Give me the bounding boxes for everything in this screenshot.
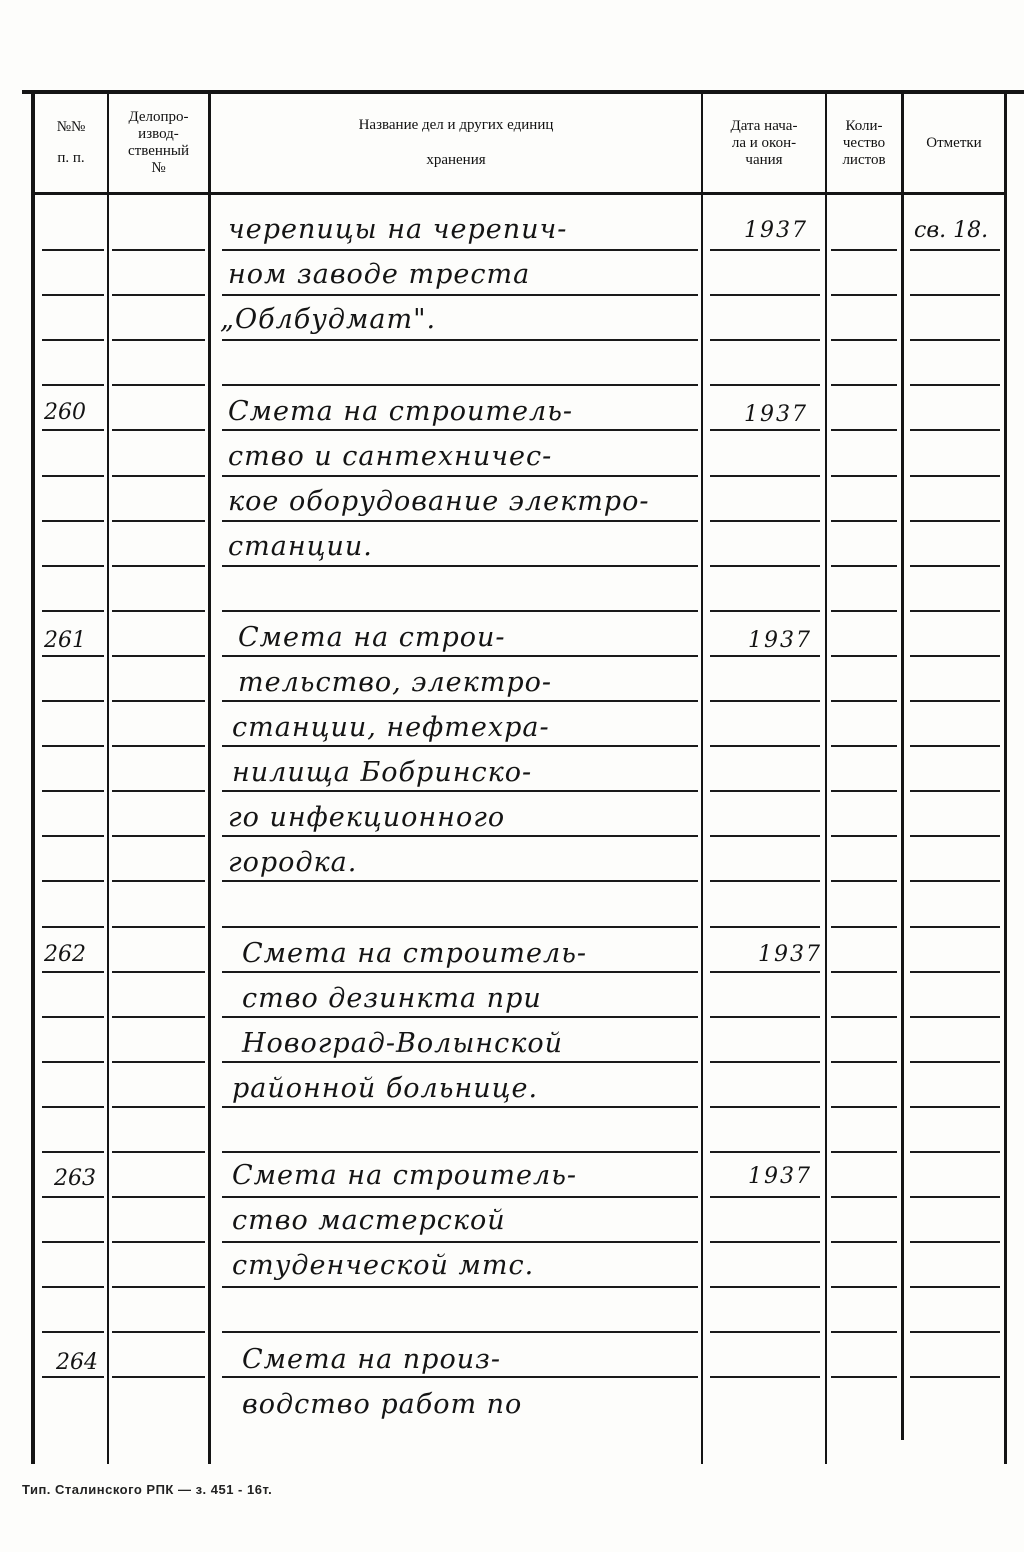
entry-title-line: ном заводе треста [228, 259, 531, 290]
ruled-line [910, 339, 1000, 341]
ruled-line [910, 249, 1000, 251]
ruled-line [112, 339, 205, 341]
ruled-line [42, 294, 104, 296]
ruled-line [910, 1241, 1000, 1243]
entry-title-line: ство и сантехничес- [228, 441, 553, 472]
entry-title-line: тельство, электро- [238, 667, 553, 698]
ruled-line [112, 700, 205, 702]
ruled-line [910, 429, 1000, 431]
ruled-line [222, 249, 698, 251]
ruled-line [112, 1061, 205, 1063]
ruled-line [710, 1331, 820, 1333]
ruled-line [112, 745, 205, 747]
entry-note: св. 18. [914, 218, 989, 243]
ruled-line [831, 1331, 897, 1333]
ruled-line [112, 1196, 205, 1198]
ruled-line [42, 339, 104, 341]
ruled-line [831, 1151, 897, 1153]
entry-title-line: станции. [228, 531, 373, 562]
ruled-line [112, 520, 205, 522]
ruled-line [222, 1061, 698, 1063]
ruled-line [831, 1196, 897, 1198]
ruled-line [710, 1106, 820, 1108]
entry-title-line: Смета на строитель- [228, 396, 574, 427]
entry-title-line: черепицы на черепич- [228, 214, 568, 245]
col-divider-5 [901, 92, 904, 1440]
ruled-line [831, 880, 897, 882]
ruled-line [710, 655, 820, 657]
ruled-line [831, 1016, 897, 1018]
ruled-line [42, 1061, 104, 1063]
ruled-line [222, 655, 698, 657]
ruled-line [222, 880, 698, 882]
ruled-line [222, 1106, 698, 1108]
ruled-line [831, 835, 897, 837]
ruled-line [222, 1016, 698, 1018]
ruled-line [831, 475, 897, 477]
ruled-line [42, 429, 104, 431]
entry-title-line: ство дезинкта при [242, 983, 542, 1014]
printer-imprint: Тип. Сталинского РПК — з. 451 - 16т. [22, 1482, 273, 1497]
ruled-line [710, 565, 820, 567]
ruled-line [222, 790, 698, 792]
ruled-line [831, 971, 897, 973]
ruled-line [222, 610, 698, 612]
ruled-line [112, 1286, 205, 1288]
header-sheets: Коли- чество листов [842, 117, 886, 168]
ruled-line [710, 475, 820, 477]
ruled-line [112, 1376, 205, 1378]
ruled-line [831, 249, 897, 251]
ruled-line [831, 745, 897, 747]
header-office-number: Делопро- извод- ственный № [127, 109, 190, 176]
ruled-line [42, 880, 104, 882]
ruled-line [222, 1196, 698, 1198]
ruled-line [910, 1196, 1000, 1198]
ruled-line [910, 1376, 1000, 1378]
ruled-line [222, 700, 698, 702]
ruled-line [42, 384, 104, 386]
ruled-line [42, 971, 104, 973]
ruled-line [42, 1286, 104, 1288]
ruled-line [112, 790, 205, 792]
header-dates: Дата нача- ла и окон- чания [730, 117, 798, 168]
ruled-line [222, 429, 698, 431]
ruled-line [112, 926, 205, 928]
ruled-line [831, 1106, 897, 1108]
ruled-line [222, 926, 698, 928]
entry-title-line: Смета на строитель- [232, 1160, 578, 1191]
ruled-line [831, 384, 897, 386]
ruled-line [910, 610, 1000, 612]
top-border [22, 90, 1024, 94]
ruled-line [42, 1106, 104, 1108]
entry-title-line: станции, нефтехра- [232, 712, 550, 743]
ruled-line [831, 520, 897, 522]
ruled-line [222, 475, 698, 477]
ruled-line [910, 880, 1000, 882]
ruled-line [42, 926, 104, 928]
ruled-line [112, 1241, 205, 1243]
ruled-line [831, 790, 897, 792]
ruled-line [710, 294, 820, 296]
ruled-line [112, 1151, 205, 1153]
entry-title-line: ство мастерской [232, 1205, 506, 1236]
ruled-line [710, 1196, 820, 1198]
entry-title-line: городка. [228, 847, 358, 878]
ruled-line [222, 1331, 698, 1333]
ruled-line [910, 1286, 1000, 1288]
ruled-line [831, 700, 897, 702]
ruled-line [112, 294, 205, 296]
entry-title-line: „Облбудмат". [220, 304, 437, 335]
entry-title-line: нилища Бобринско- [232, 757, 533, 788]
ruled-line [831, 655, 897, 657]
ruled-line [42, 1331, 104, 1333]
entry-title-line: Смета на произ- [242, 1344, 501, 1375]
entry-date: 1937 [758, 942, 822, 967]
ruled-line [831, 565, 897, 567]
ruled-line [910, 971, 1000, 973]
ruled-line [222, 384, 698, 386]
ruled-line [910, 1016, 1000, 1018]
ruled-line [831, 1061, 897, 1063]
ruled-line [112, 971, 205, 973]
ruled-line [910, 1061, 1000, 1063]
ruled-line [710, 745, 820, 747]
ruled-line [112, 655, 205, 657]
ruled-line [710, 1061, 820, 1063]
ruled-line [222, 971, 698, 973]
ruled-line [710, 610, 820, 612]
ruled-line [222, 745, 698, 747]
ruled-line [222, 339, 698, 341]
ruled-line [710, 1151, 820, 1153]
ruled-line [831, 339, 897, 341]
ruled-line [710, 1376, 820, 1378]
ruled-line [831, 294, 897, 296]
ruled-line [42, 520, 104, 522]
ruled-line [42, 1376, 104, 1378]
col-divider-2 [208, 92, 211, 1464]
ruled-line [42, 1016, 104, 1018]
right-border [1004, 92, 1007, 1464]
ruled-line [222, 1286, 698, 1288]
ruled-line [112, 429, 205, 431]
ruled-line [910, 520, 1000, 522]
ruled-line [910, 790, 1000, 792]
ruled-line [831, 1241, 897, 1243]
ruled-line [42, 1241, 104, 1243]
col-divider-3 [701, 92, 703, 1464]
col-divider-4 [825, 92, 827, 1464]
ruled-line [42, 835, 104, 837]
ruled-line [112, 565, 205, 567]
ruled-line [112, 249, 205, 251]
ruled-line [910, 475, 1000, 477]
ruled-line [710, 880, 820, 882]
ruled-line [710, 520, 820, 522]
ruled-line [42, 655, 104, 657]
ruled-line [831, 1286, 897, 1288]
ruled-line [42, 790, 104, 792]
ruled-line [222, 520, 698, 522]
entry-number: 260 [44, 400, 86, 425]
ruled-line [710, 339, 820, 341]
entry-number: 262 [44, 942, 86, 967]
ruled-line [222, 1151, 698, 1153]
ruled-line [910, 384, 1000, 386]
header-number: №№ п. п. [56, 119, 86, 166]
ruled-line [910, 1331, 1000, 1333]
ruled-line [710, 971, 820, 973]
ruled-line [910, 655, 1000, 657]
ruled-line [42, 1196, 104, 1198]
ruled-line [112, 475, 205, 477]
ruled-line [910, 835, 1000, 837]
header-notes: Отметки [926, 134, 982, 151]
ruled-line [112, 1331, 205, 1333]
ruled-line [710, 790, 820, 792]
entry-date: 1937 [748, 1164, 812, 1189]
ruled-line [831, 1376, 897, 1378]
col-divider-1 [107, 92, 109, 1464]
ruled-line [112, 880, 205, 882]
ruled-line [42, 745, 104, 747]
entry-date: 1937 [744, 402, 808, 427]
ruled-line [222, 294, 698, 296]
ruled-line [710, 429, 820, 431]
left-border [31, 92, 35, 1464]
ruled-line [910, 1151, 1000, 1153]
ruled-line [222, 835, 698, 837]
ruled-line [910, 294, 1000, 296]
entry-date: 1937 [744, 218, 808, 243]
ruled-line [112, 1106, 205, 1108]
entry-title-line: го инфекционного [228, 802, 506, 833]
entry-title-line: водство работ по [242, 1389, 523, 1420]
ruled-line [710, 384, 820, 386]
entry-number: 261 [44, 628, 86, 653]
entry-title-line: Смета на строитель- [242, 938, 588, 969]
ruled-line [222, 565, 698, 567]
entry-date: 1937 [748, 628, 812, 653]
entry-title-line: Смета на строи- [238, 622, 506, 653]
ruled-line [42, 475, 104, 477]
ruled-line [710, 700, 820, 702]
ruled-line [831, 429, 897, 431]
ruled-line [42, 700, 104, 702]
ruled-line [710, 835, 820, 837]
ruled-line [910, 565, 1000, 567]
ruled-line [910, 700, 1000, 702]
entry-title-line: студенческой мтс. [232, 1250, 535, 1281]
ruled-line [112, 835, 205, 837]
ruled-line [710, 926, 820, 928]
ruled-line [222, 1376, 698, 1378]
ruled-line [910, 1106, 1000, 1108]
ruled-line [710, 1286, 820, 1288]
ruled-line [42, 610, 104, 612]
ruled-line [910, 745, 1000, 747]
header-title: Название дел и других единиц хранения [358, 117, 554, 168]
ruled-line [112, 1016, 205, 1018]
ruled-line [710, 1241, 820, 1243]
entry-number: 264 [56, 1350, 98, 1375]
ruled-line [910, 926, 1000, 928]
ruled-line [222, 1241, 698, 1243]
entry-title-line: кое оборудование электро- [228, 486, 650, 517]
ruled-line [42, 249, 104, 251]
entry-title-line: районной больнице. [232, 1073, 539, 1104]
ruled-line [710, 249, 820, 251]
ruled-line [831, 610, 897, 612]
entry-number: 263 [54, 1166, 96, 1191]
entry-title-line: Новоград-Волынской [242, 1028, 563, 1059]
ruled-line [42, 565, 104, 567]
ruled-line [831, 926, 897, 928]
ruled-line [42, 1151, 104, 1153]
ruled-line [710, 1016, 820, 1018]
header-bottom-border [32, 192, 1007, 195]
ruled-line [112, 610, 205, 612]
ruled-line [112, 384, 205, 386]
